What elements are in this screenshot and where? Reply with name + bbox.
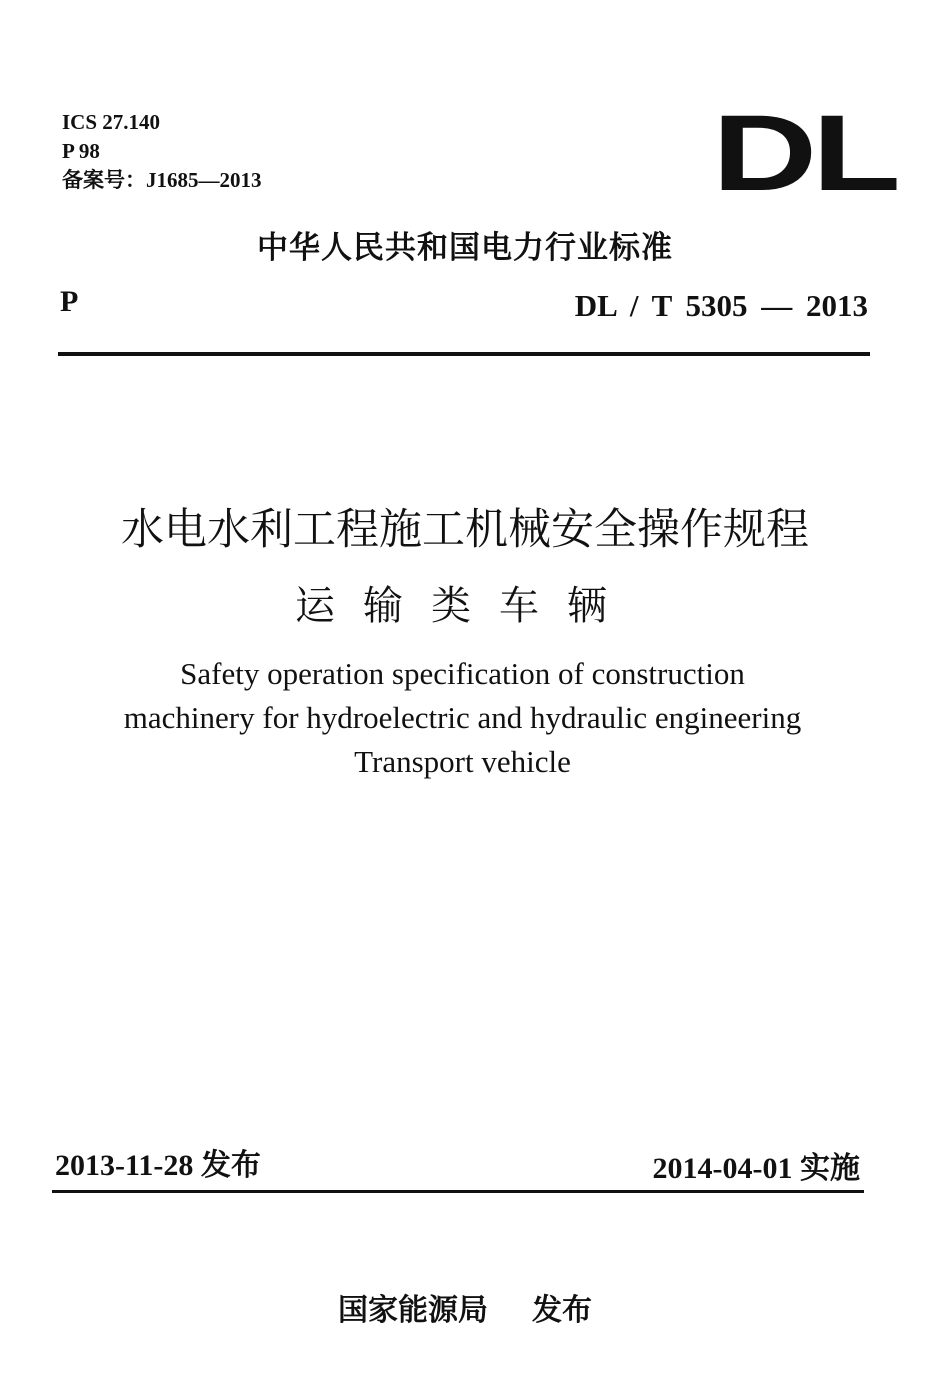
record-number: 备案号：J1685—2013	[62, 168, 262, 192]
industry-standard-label: 中华人民共和国电力行业标准	[257, 230, 673, 266]
classification: P	[60, 285, 79, 318]
title-english-line: Safety operation specification of construction	[180, 656, 745, 691]
issuer	[0, 1285, 940, 1329]
title-chinese: 水电水利工程施工机械安全操作规程	[121, 505, 809, 555]
subtitle-chinese: 运输类车辆	[295, 583, 635, 629]
dl-logo: DL	[712, 92, 896, 213]
issuer-name: 国家能源局	[338, 1293, 488, 1328]
ics-code: ICS 27.140	[62, 110, 161, 134]
effective-date: 2014-04-01 实施	[652, 1152, 860, 1185]
title-english-line: machinery for hydroelectric and hydraulic engineering	[123, 700, 802, 735]
publish-date: 2013-11-28 发布	[55, 1149, 261, 1182]
bottom-divider	[52, 1190, 864, 1193]
issuer-action: 发布	[532, 1293, 592, 1328]
top-divider	[58, 352, 870, 356]
title-english-line: Transport vehicle	[354, 744, 571, 779]
standard-code: DL / T 5305 — 2013	[574, 288, 868, 323]
ccs-code: P 98	[62, 139, 100, 163]
